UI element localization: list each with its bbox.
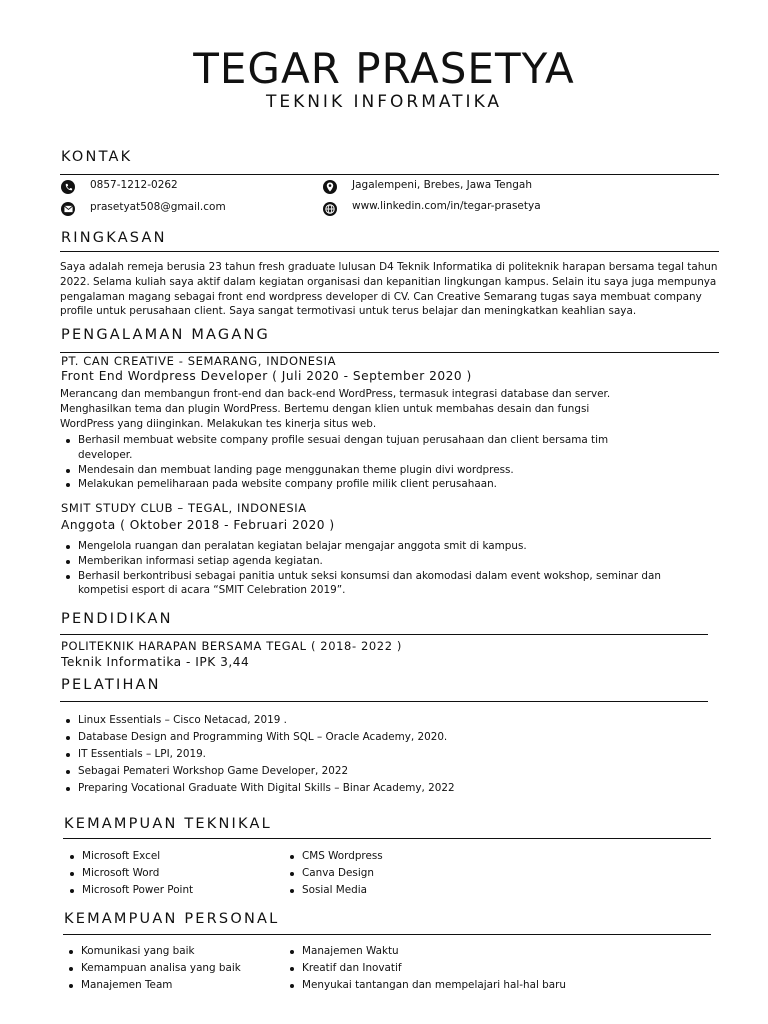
section-divider — [60, 174, 719, 175]
job-description-line: WordPress yang diinginkan. Melakukan tes kinerja situs web. — [60, 417, 377, 430]
section-title-pendidikan: PENDIDIKAN — [61, 611, 173, 627]
job-organization: SMIT STUDY CLUB – TEGAL, INDONESIA — [61, 501, 307, 515]
section-title-personal: KEMAMPUAN PERSONAL — [64, 911, 280, 927]
section-title-ringkasan: RINGKASAN — [61, 230, 167, 246]
list-item: Menyukai tantangan dan mempelajari hal-hal baru — [285, 977, 715, 994]
section-title-kontak: KONTAK — [61, 149, 133, 165]
section-divider — [60, 251, 719, 252]
email-address: prasetyat508@gmail.com — [90, 201, 226, 213]
list-item: Database Design and Programming With SQL – Oracle Academy, 2020. — [61, 729, 661, 746]
list-item: Microsoft Power Point — [65, 882, 265, 899]
globe-icon — [323, 202, 337, 216]
list-item: Kemampuan analisa yang baik — [64, 960, 274, 977]
job-organization: PT. CAN CREATIVE - SEMARANG, INDONESIA — [61, 354, 337, 368]
list-item: Memberikan informasi setiap agenda kegiatan. — [61, 554, 671, 569]
location-text: Jagalempeni, Brebes, Jawa Tengah — [352, 179, 533, 191]
list-item: Microsoft Excel — [65, 848, 265, 865]
list-item: Linux Essentials – Cisco Netacad, 2019 . — [61, 712, 661, 729]
list-item: Kreatif dan Inovatif — [285, 960, 715, 977]
list-item: Sebagai Pemateri Workshop Game Developer, 2022 — [61, 763, 661, 780]
location-pin-icon — [323, 180, 337, 194]
list-item: Manajemen Team — [64, 977, 274, 994]
list-item: Preparing Vocational Graduate With Digital Skills – Binar Academy, 2022 — [61, 780, 661, 797]
summary-line: profile untuk perusahaan client. Saya sangat termotivasi untuk terus belajar dan meningkatkan keahlian saya. — [60, 305, 637, 318]
job-description — [60, 387, 700, 431]
job-role: Front End Wordpress Developer ( Juli 2020 - September 2020 ) — [61, 369, 472, 383]
section-title-pelatihan: PELATIHAN — [61, 677, 161, 693]
phone-number: 0857-1212-0262 — [90, 179, 178, 191]
list-item: Canva Design — [285, 865, 535, 882]
list-item: Manajemen Waktu — [285, 943, 715, 960]
section-title-magang: PENGALAMAN MAGANG — [61, 327, 270, 343]
list-item: Mendesain dan membuat landing page menggunakan theme plugin divi wordpress. — [61, 463, 621, 478]
summary-paragraph — [60, 260, 740, 319]
linkedin-url[interactable]: www.linkedin.com/in/tegar-prasetya — [352, 200, 541, 212]
education-school: POLITEKNIK HARAPAN BERSAMA TEGAL ( 2018- 2022 ) — [61, 639, 402, 653]
technical-skills-right — [285, 848, 535, 899]
section-title-teknikal: KEMAMPUAN TEKNIKAL — [64, 816, 272, 832]
job-description-line: Merancang dan membangun front-end dan back-end WordPress, termasuk integrasi database dan server. — [60, 388, 611, 400]
list-item: Microsoft Word — [65, 865, 265, 882]
envelope-icon — [61, 202, 75, 216]
job-achievements — [61, 433, 621, 492]
education-major: Teknik Informatika - IPK 3,44 — [61, 655, 250, 669]
job-achievements — [61, 539, 671, 598]
list-item: Komunikasi yang baik — [64, 943, 274, 960]
list-item: Berhasil berkontribusi sebagai panitia untuk seksi konsumsi dan akomodasi dalam event wokshop, seminar dan kompetisi esport di acara “SMIT Celebration 2019”. — [61, 569, 671, 599]
section-divider — [60, 701, 708, 702]
training-list — [61, 712, 661, 797]
job-role: Anggota ( Oktober 2018 - Februari 2020 ) — [61, 518, 335, 532]
candidate-name: TEGAR PRASETYA — [193, 44, 575, 93]
summary-line: pengalaman magang sebagai front end wordpress developer di CV. Can Creative Semarang tugas saya membuat company — [60, 290, 702, 303]
candidate-subtitle: TEKNIK INFORMATIKA — [265, 92, 503, 112]
section-divider — [63, 934, 711, 935]
section-divider — [63, 838, 711, 839]
section-divider — [60, 352, 719, 353]
list-item: Berhasil membuat website company profile sesuai dengan tujuan perusahaan dan client bersama tim developer. — [61, 433, 621, 463]
technical-skills-left — [65, 848, 265, 899]
job-description-line: Menghasilkan tema dan plugin WordPress. Bertemu dengan klien untuk membahas desain dan fungsi — [60, 402, 590, 415]
summary-line: 2022. Selama kuliah saya aktif dalam kegiatan organisasi dan kepanitian lingkungan kampus. Selain itu saya juga mempunya — [60, 275, 717, 288]
summary-line: Saya adalah remeja berusia 23 tahun fresh graduate lulusan D4 Teknik Informatika di politeknik harapan bersama tegal tahun — [60, 261, 718, 273]
personal-skills-right — [285, 943, 715, 994]
list-item: Melakukan pemeliharaan pada website company profile milik client perusahaan. — [61, 477, 621, 492]
phone-icon — [61, 180, 75, 194]
list-item: CMS Wordpress — [285, 848, 535, 865]
list-item: IT Essentials – LPI, 2019. — [61, 746, 661, 763]
personal-skills-left — [64, 943, 274, 994]
list-item: Mengelola ruangan dan peralatan kegiatan belajar mengajar anggota smit di kampus. — [61, 539, 671, 554]
section-divider — [60, 634, 708, 635]
list-item: Sosial Media — [285, 882, 535, 899]
